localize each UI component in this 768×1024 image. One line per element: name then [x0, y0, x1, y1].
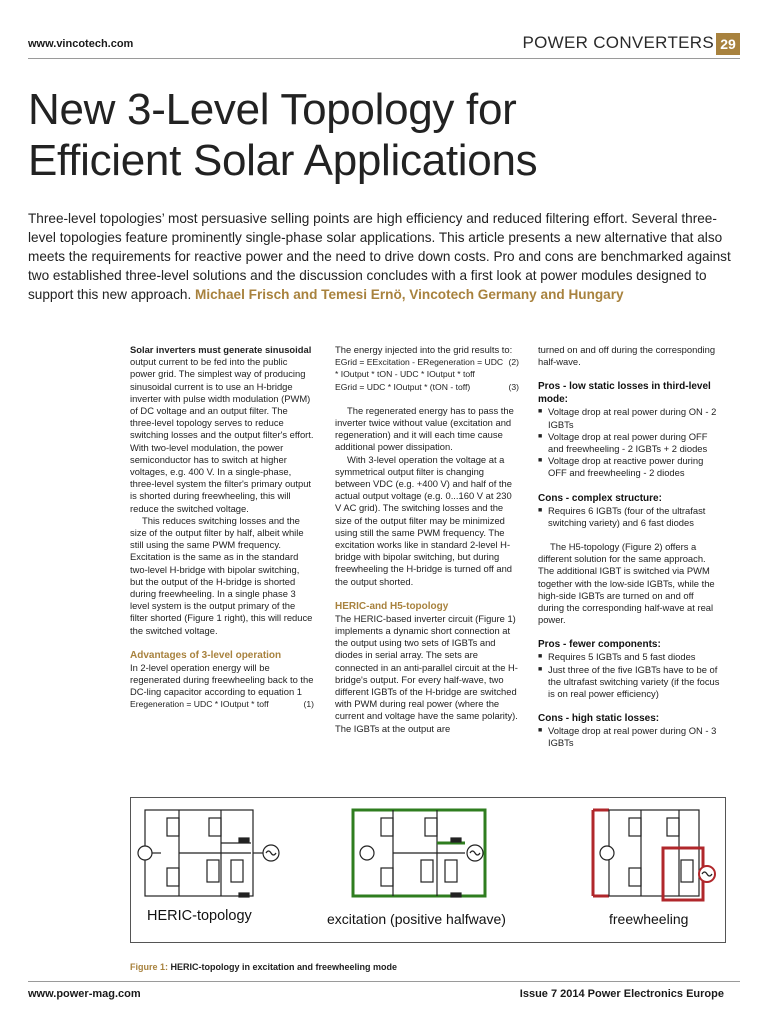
list-pros-fewer — [538, 651, 722, 700]
page-number: 29 — [716, 33, 740, 55]
col1-lead: Solar inverters must generate sinusoidal — [130, 344, 312, 355]
igbt-symbol — [231, 860, 243, 882]
igbt-symbol — [629, 868, 641, 886]
col2-paragraph-3: With 3-level operation the voltage at a symmetrical output filter is changing between VDC (e.g. +400 V) and half of the actual output voltage (e.g. 0...160 V at 230 V AC grid). The switching losses and the size of the output filter may be minimized using still the same PWM frequency. The excitation works like in standard 2-level H-bridge with bipolar switching, but during freewheeling the H-bridge is turned off and the output shorted. — [335, 453, 513, 587]
heading-pros-static: Pros - low static losses in third-level mode: — [538, 381, 711, 406]
article-title — [28, 84, 748, 186]
spacer — [335, 393, 519, 405]
caption-text: HERIC-topology in excitation and freewheeling mode — [170, 962, 398, 972]
footer-rule — [28, 981, 740, 982]
heading-cons-static: Cons - high static losses: — [538, 713, 660, 725]
col1-p1-text: output current to be fed into the public power grid. The simplest way of producing sinusoidal current is to use an H-bridge inverter with pulse width modulation (PWM) of DC voltage and an output filter. The three-level topology serves to reduce switching losses and the output filter's effort. With two-level modulation, the power semiconductor has to switch at higher voltages, e.g. 400 V. In a single-phase, three-level system the filter's primary output is shorted during freewheeling, this will reduce the switched voltage. — [130, 356, 314, 514]
spacer — [335, 588, 519, 600]
dc-source — [600, 846, 614, 860]
spacer — [538, 368, 722, 380]
igbt-symbol — [381, 868, 393, 886]
col3-paragraph-2: The H5-topology (Figure 2) offers a different solution for the same approach. The additional IGBT is switched via PWM together with the low-side IGBTs, while the high-side IGBTs are turned on and off during the corresponding half-wave at real power. — [538, 541, 715, 626]
heading-advantages: Advantages of 3-level operation — [130, 649, 282, 661]
standfirst-text: Three-level topologies’ most persuasive selling points are high efficiency and reduced filtering effort. Several three-level topologies feature prominently single-phase solar applications. This article presents a new alternative that also meets the requirements for reactive power and the need to drive down costs. Pro and cons are benchmarked against two established three-level solutions and the discussion concludes with a first look at power modules designed to support this new approach. — [28, 211, 731, 302]
inductor — [239, 893, 249, 897]
igbt-symbol — [167, 868, 179, 886]
panel-label-freewheeling: freewheeling — [609, 911, 689, 927]
igbt-symbol — [681, 860, 693, 882]
list-item: ■ Voltage drop at real power during OFF and freewheeling - 2 IGBTs + 2 diodes — [538, 431, 722, 455]
igbt-symbol — [207, 860, 219, 882]
equation-3-number: (3) — [508, 381, 519, 392]
heading-cons-complex: Cons - complex structure: — [538, 492, 662, 504]
col2-paragraph-2: The regenerated energy has to pass the inverter twice without value (excitation and regeneration) and it will each time cause additional power dissipation. — [335, 404, 514, 453]
figure-circuits — [131, 798, 725, 942]
igbt-symbol — [209, 818, 221, 836]
caption-label: Figure 1: — [130, 962, 169, 972]
header-url: www.vincotech.com — [28, 38, 134, 50]
igbt-symbol — [667, 818, 679, 836]
col1-paragraph-3: In 2-level operation energy will be regenerated during freewheeling back to the DC-ling capacitor according to equation 1 — [130, 661, 314, 698]
circuit-heric — [138, 810, 279, 897]
igbt-symbol — [425, 818, 437, 836]
header-rule — [28, 58, 740, 59]
equation-3-text: EGrid = UDC * IOutput * (tON - toff) — [335, 381, 471, 392]
spacer — [538, 700, 722, 712]
figure-1 — [130, 797, 726, 943]
list-item: ■ Voltage drop at real power during ON - 2 IGBTs — [538, 406, 722, 430]
equation-3 — [335, 381, 519, 393]
col1-paragraph-2: This reduces switching losses and the size of the output filter by half, albeit while still using the same PWM frequency. Excitation is the same as in the standard two-level H-bridge with bipolar switching, but the output of the H-bridge is shorted during freewheeling. In a single phase 3 level system is the output primary of the filter shorted (Figure 1 right), this will reduce the switched voltage. — [130, 514, 313, 636]
circuit-excitation — [353, 810, 485, 897]
title-line-1: New 3-Level Topology for — [28, 85, 517, 134]
inductor — [451, 838, 461, 842]
igbt-symbol — [629, 818, 641, 836]
figure-caption — [130, 962, 397, 972]
byline: Michael Frisch and Temesi Ernö, Vincotech Germany and Hungary — [195, 287, 624, 302]
igbt-symbol — [421, 860, 433, 882]
panel-label-excitation: excitation (positive halfwave) — [327, 911, 506, 927]
list-item: ■ Requires 6 IGBTs (four of the ultrafast switching variety) and 6 fast diodes — [538, 505, 722, 529]
equation-2-number: (2) — [508, 357, 519, 368]
col2-paragraph-1: The energy injected into the grid results to: — [335, 344, 513, 355]
heading-heric-h5: HERIC-and H5-topology — [335, 600, 449, 612]
list-cons-static — [538, 725, 722, 749]
footer-url: www.power-mag.com — [28, 988, 141, 1000]
igbt-symbol — [381, 818, 393, 836]
dc-source — [138, 846, 152, 860]
list-item: ■ Requires 5 IGBTs and 5 fast diodes — [538, 651, 722, 663]
column-1 — [130, 344, 314, 711]
col3-paragraph-1: turned on and off during the corresponding half-wave. — [538, 344, 716, 368]
equation-1-number: (1) — [303, 699, 314, 710]
heading-pros-fewer: Pros - fewer components: — [538, 639, 661, 651]
circuit-outline — [609, 810, 699, 896]
spacer — [538, 480, 722, 492]
inductor — [451, 893, 461, 897]
list-item: ■ Voltage drop at real power during ON - 3 IGBTs — [538, 725, 722, 749]
standfirst — [28, 209, 740, 304]
equation-2-text: EGrid = EExcitation - ERegeneration = UDC * IOutput * tON - UDC * IOutput * toff — [335, 357, 504, 380]
dc-source — [360, 846, 374, 860]
col1-paragraph-1 — [130, 344, 314, 515]
spacer — [538, 626, 722, 638]
footer-issue: Issue 7 2014 Power Electronics Europe — [519, 988, 724, 1000]
section-title: POWER CONVERTERS — [522, 33, 714, 52]
title-line-2: Efficient Solar Applications — [28, 136, 538, 185]
spacer — [130, 637, 314, 649]
spacer — [538, 529, 722, 541]
list-item: ■ Just three of the five IGBTs have to be of the ultrafast switching variety (if the focus is on real power efficiency) — [538, 664, 722, 701]
freewheeling-path — [663, 848, 703, 900]
igbt-symbol — [167, 818, 179, 836]
list-cons-complex — [538, 505, 722, 529]
igbt-symbol — [445, 860, 457, 882]
equation-1 — [130, 698, 314, 710]
column-3 — [538, 344, 722, 750]
panel-label-heric: HERIC-topology — [147, 908, 252, 924]
inductor — [239, 838, 249, 842]
column-2 — [335, 344, 519, 735]
list-pros-static — [538, 406, 722, 479]
equation-1-text: Eregeneration = UDC * IOutput * toff — [130, 699, 269, 710]
col2-paragraph-4: The HERIC-based inverter circuit (Figure 1) implements a dynamic short connection at the output using two sets of IGBTs and diodes in serial array. The sets are connected in an anti-parallel circuit at the H-bridge's output. For every half-wave, two different IGBTs of the H-bridge are switched with PWM during real power (where the current and voltage have the same polarity). The IGBTs at the output are — [335, 612, 518, 734]
equation-2 — [335, 356, 519, 380]
circuit-freewheeling — [593, 810, 715, 900]
list-item: ■ Voltage drop at reactive power during OFF and freewheeling - 2 diodes — [538, 455, 722, 479]
